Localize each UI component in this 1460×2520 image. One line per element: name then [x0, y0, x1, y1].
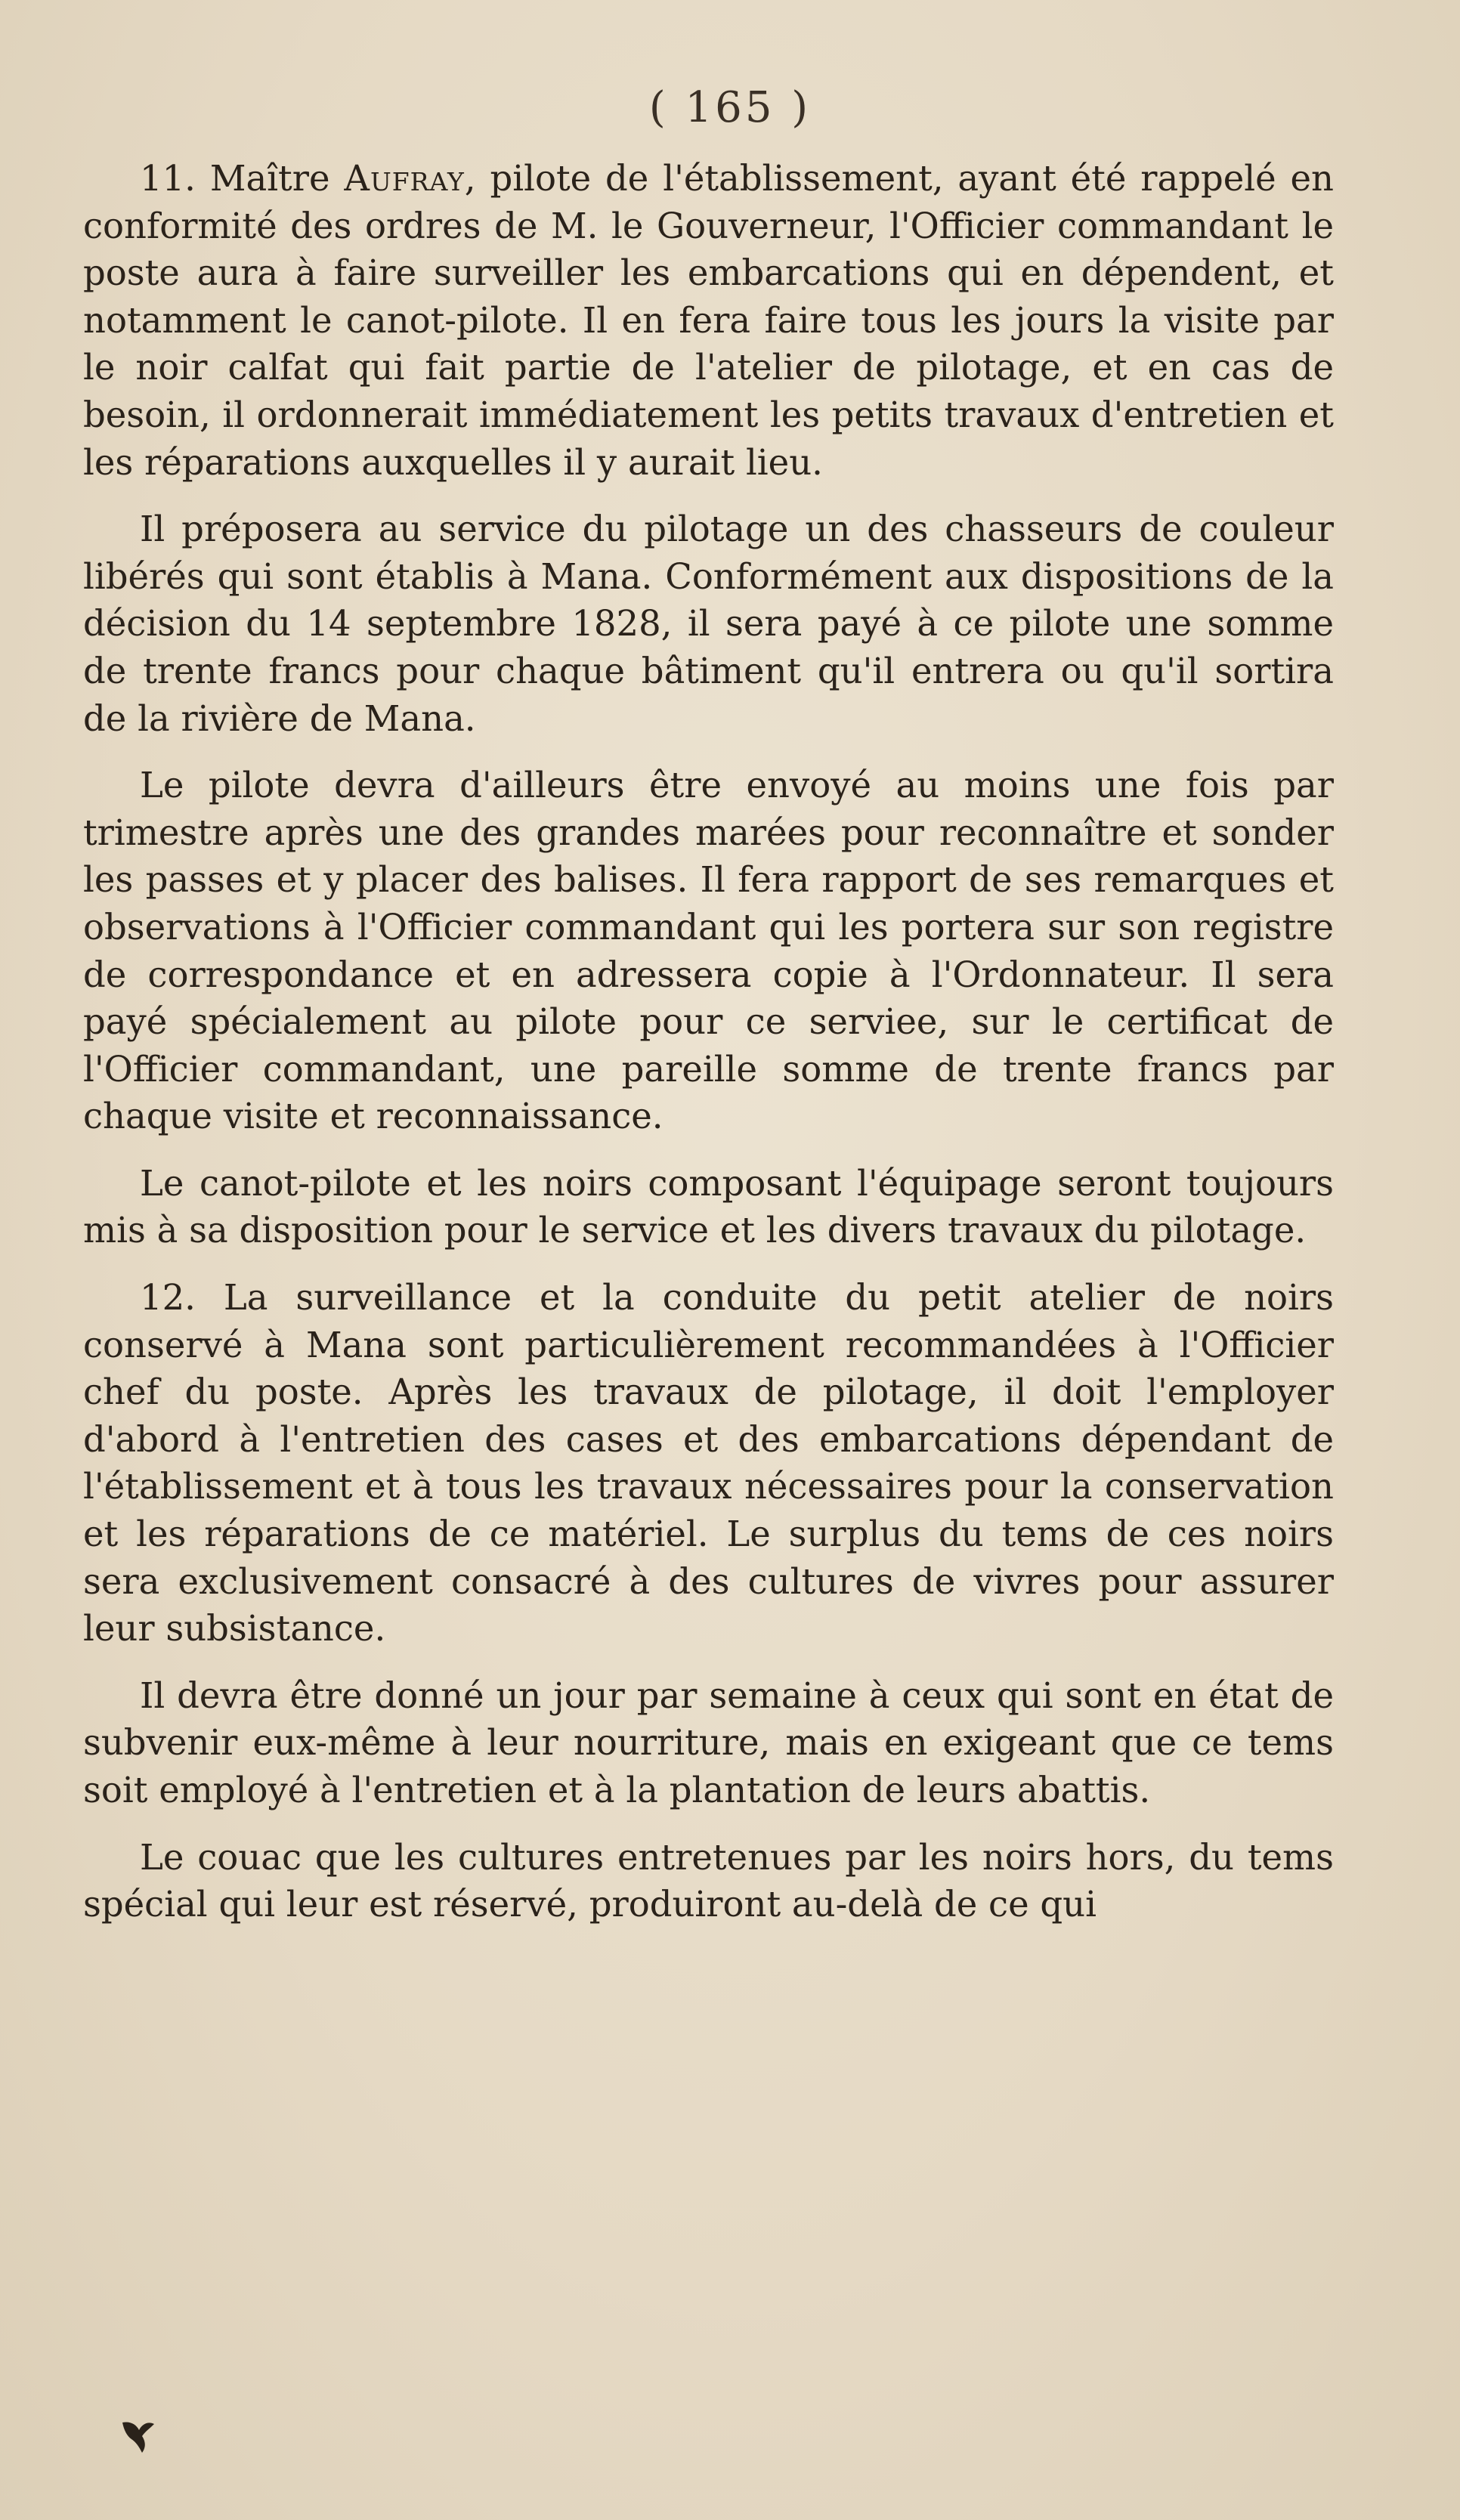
page-number: ( 165 ) — [648, 83, 812, 132]
paragraph-pilot-boat: Le canot-pilote et les noirs composant l'équipage seront toujours mis à sa disposition pour le service et les divers travaux du pilotage. — [83, 1162, 1334, 1251]
paragraph-pilot-service: Il préposera au service du pilotage un des chasseurs de couleur libérés qui sont établis à Mana. Conformément aux dispositions de la décision du 14 septembre 1828, il sera payé à ce pilote une somme de trente francs pour chaque bâtiment qu'il entrera ou qu'il sortira de la rivière de Mana. — [83, 509, 1334, 739]
paragraph-pilot-survey: Le pilote devra d'ailleurs être envoyé au moins une fois par trimestre après une des grandes marées pour reconnaître et sonder les passes et y placer des balises. Il fera rapport de ses remarques et observations à l'Officier commandant qui les portera sur son registre de correspondance et en adressera copie à l'Ordonnateur. Il sera payé spécialement au pilote pour ce serviee, sur le certificat de l'Officier commandant, une pareille somme de trente francs par chaque visite et reconnaissance. — [83, 765, 1334, 1137]
paragraph-12: 12. La surveillance et la conduite du petit atelier de noirs conservé à Mana sont particulièrement recommandées à l'Officier chef du poste. Après les travaux de pilotage, il doit l'employer d'abord à l'entretien des cases et des embarcations dépendant de l'établissement et à tous les travaux nécessaires pour la conservation et les réparations de ce matériel. Le surplus du tems de ces noirs sera exclusivement consacré à des cultures de vivres pour assurer leur subsistance. — [83, 1277, 1334, 1650]
fleuron-icon — [119, 2418, 157, 2456]
paragraph-11 — [83, 155, 1334, 486]
name-smallcaps: Aufray — [344, 158, 465, 199]
paragraph-text: , pilote de l'établissement, ayant été rappelé en conformité des ordres de M. le Gouverneur, l'Officier commandant le poste aura à faire surveiller les embarcations qui en dépendent, et notamment le canot-pilote. Il en fera faire tous les jours la visite par le noir calfat qui fait partie de l'atelier de pilotage, et en cas de besoin, il ordonnerait immédiatement les petits travaux d'entretien et les réparations auxquelles il y aurait lieu. — [83, 158, 1335, 483]
paragraph-couac: Le couac que les cultures entretenues par les noirs hors, du tems spécial qui leur est réservé, produiront au-delà de ce qui — [83, 1836, 1334, 1925]
paragraph-lead: 11. Maître — [140, 158, 345, 199]
body-text — [83, 155, 1334, 1948]
paragraph-weekly-day: Il devra être donné un jour par semaine à ceux qui sont en état de subvenir eux-même à leur nourriture, mais en exigeant que ce tems soit employé à l'entretien et à la plantation de leurs abattis. — [83, 1674, 1334, 1810]
